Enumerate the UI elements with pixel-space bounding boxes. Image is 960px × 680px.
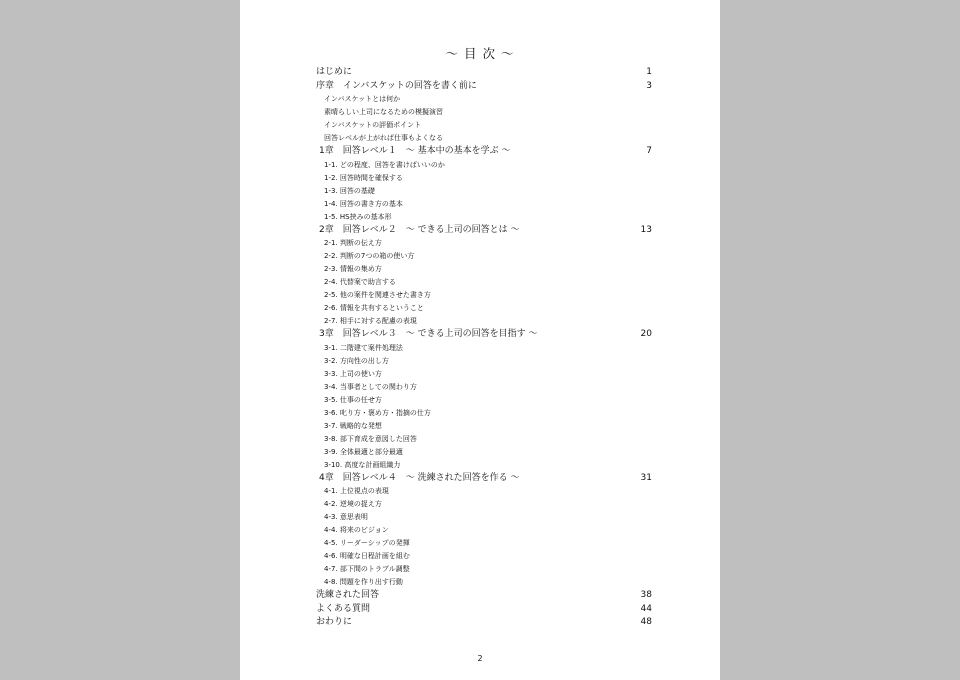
toc-title: ～ 目 次 ～ — [445, 46, 515, 61]
toc-subsection — [316, 342, 652, 355]
document-page — [240, 0, 720, 680]
toc-entry-page: 31 — [640, 472, 652, 483]
toc-entry-label: 2-4. 代替案で助言する — [324, 278, 396, 286]
toc-entry-label: 3-8. 部下育成を意図した回答 — [324, 434, 417, 443]
toc-subsection — [316, 550, 652, 563]
toc-entry-label: 2-3. 情報の集め方 — [324, 265, 382, 273]
toc-entry — [316, 616, 652, 630]
toc-entry-label: はじめに — [316, 67, 353, 77]
toc-entry-label: インバスケットとは何か — [324, 95, 401, 103]
toc-entry-page: 7 — [646, 146, 652, 156]
toc-chapter — [316, 328, 652, 342]
toc-entry-label: 1章 回答レベル１ ～ 基本中の基本を学ぶ ～ — [319, 146, 511, 156]
toc-subsection — [316, 524, 652, 537]
toc-entry-label: 序章 インバスケットの回答を書く前に — [316, 80, 477, 91]
toc-entry-label: 4-7. 部下間のトラブル調整 — [324, 565, 410, 573]
toc-subsection — [316, 381, 652, 394]
toc-entry-label: よくある質問 — [316, 603, 371, 614]
toc-entry-label: 2-7. 相手に対する配慮の表現 — [324, 317, 417, 325]
toc-subsection — [316, 250, 652, 263]
toc-chapter — [316, 224, 652, 238]
toc-entry-label: おわりに — [316, 617, 353, 627]
toc-entry-label: 4-4. 将来のビジョン — [324, 526, 389, 534]
toc-entry-label: 1-4. 回答の書き方の基本 — [324, 199, 403, 208]
toc-entry-label: 回答レベルが上がれば仕事もよくなる — [324, 134, 443, 142]
toc-list — [316, 66, 652, 630]
toc-entry-label: 4-5. リーダーシップの発揮 — [324, 539, 410, 547]
toc-subsection — [316, 563, 652, 576]
toc-subsection — [316, 263, 652, 276]
toc-subsection — [316, 276, 652, 289]
toc-subsection — [316, 211, 652, 224]
toc-subsection — [316, 485, 652, 498]
toc-entry-label: 3-1. 二階建て案件処理法 — [324, 343, 403, 352]
toc-entry-label: 3-4. 当事者としての関わり方 — [324, 382, 417, 391]
toc-entry-page: 3 — [646, 80, 652, 91]
toc-entry-label: 2章 回答レベル２ ～ できる上司の回答とは ～ — [319, 224, 520, 235]
toc-entry — [316, 589, 652, 603]
toc-subsection — [316, 93, 652, 106]
toc-subsection — [316, 315, 652, 328]
toc-subsection — [316, 289, 652, 302]
page-number: 2 — [477, 654, 483, 663]
toc-entry-label: 素晴らしい上司になるための模擬演習 — [324, 108, 443, 116]
toc-entry-label: インバスケットの評価ポイント — [324, 121, 422, 129]
toc-subsection — [316, 185, 652, 198]
toc-entry-label: 3-5. 仕事の任せ方 — [324, 395, 382, 404]
toc-entry-page: 1 — [646, 67, 652, 77]
toc-entry-label: 4章 回答レベル４ ～ 洗練された回答を作る ～ — [319, 472, 520, 483]
toc-entry-label: 1-3. 回答の基礎 — [324, 186, 375, 195]
toc-entry-page: 20 — [640, 329, 652, 339]
toc-subsection — [316, 237, 652, 250]
toc-entry-label: 4-1. 上位視点の表現 — [324, 487, 389, 495]
toc-entry-label: 3章 回答レベル３ ～ できる上司の回答を目指す ～ — [319, 329, 538, 339]
toc-entry-label: 2-2. 判断の7つの箱の使い方 — [324, 252, 415, 260]
toc-entry-label: 3-6. 叱り方・褒め方・指摘の仕方 — [324, 408, 431, 417]
toc-entry-label: 2-6. 情報を共有するということ — [324, 304, 424, 312]
toc-entry-label: 4-2. 逆境の捉え方 — [324, 500, 382, 508]
toc-subsection — [316, 119, 652, 132]
toc-entry-page: 48 — [640, 617, 652, 627]
toc-subsection — [316, 498, 652, 511]
toc-subsection — [316, 407, 652, 420]
toc-entry — [316, 80, 652, 94]
toc-subsection — [316, 394, 652, 407]
toc-subsection — [316, 172, 652, 185]
toc-entry-label: 洗練された回答 — [316, 590, 380, 600]
toc-subsection — [316, 132, 652, 145]
toc-entry-page: 38 — [640, 590, 652, 600]
toc-entry-label: 3-2. 方向性の出し方 — [324, 356, 389, 365]
toc-subsection — [316, 446, 652, 459]
toc-entry-label: 4-3. 意思表明 — [324, 513, 368, 521]
toc-entry-label: 3-10. 高度な計画組織力 — [324, 460, 401, 469]
toc-subsection — [316, 106, 652, 119]
toc-entry-label: 1-5. HS挟みの基本形 — [324, 212, 392, 221]
toc-entry-label: 2-5. 他の案件を関連させた書き方 — [324, 291, 431, 299]
toc-subsection — [316, 537, 652, 550]
toc-subsection — [316, 459, 652, 472]
toc-subsection — [316, 368, 652, 381]
toc-subsection — [316, 511, 652, 524]
toc-entry-label: 3-9. 全体最適と部分最適 — [324, 447, 403, 456]
toc-subsection — [316, 576, 652, 589]
toc-subsection — [316, 433, 652, 446]
toc-entry-label: 4-6. 明確な日程計画を組む — [324, 552, 410, 560]
toc-entry-page: 13 — [640, 224, 652, 235]
toc-entry — [316, 603, 652, 617]
toc-entry-label: 3-7. 戦略的な発想 — [324, 421, 382, 430]
toc-entry-label: 1-1. どの程度、回答を書けばいいのか — [324, 160, 445, 169]
toc-subsection — [316, 198, 652, 211]
toc-entry-label: 1-2. 回答時間を確保する — [324, 173, 403, 182]
toc-chapter — [316, 145, 652, 159]
toc-subsection — [316, 302, 652, 315]
toc-chapter — [316, 472, 652, 486]
toc-subsection — [316, 355, 652, 368]
toc-entry-label: 2-1. 判断の伝え方 — [324, 239, 382, 247]
toc-entry — [316, 66, 652, 80]
toc-entry-label: 3-3. 上司の使い方 — [324, 369, 382, 378]
toc-entry-page: 44 — [640, 603, 652, 614]
toc-subsection — [316, 420, 652, 433]
toc-subsection — [316, 159, 652, 172]
toc-entry-label: 4-8. 問題を作り出す行動 — [324, 578, 403, 586]
